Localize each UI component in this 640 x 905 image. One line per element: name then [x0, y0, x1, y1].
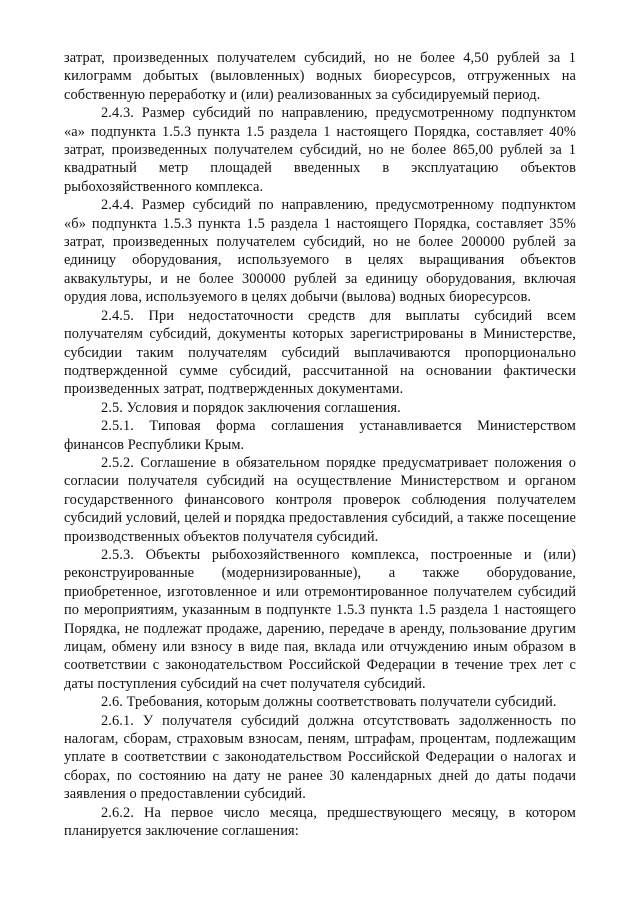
paragraph-2-4-5: 2.4.5. При недостаточности средств для выплаты субсидий всем получателям субсидий, документы которых зарегистрированы в Министерстве, субсидии таким получателям субсидий выплачиваются пропорционально подтвержденной сумме субсидий, рассчитанной на основании фактически произведенных затрат, подтвержденных документами.	[64, 307, 576, 398]
paragraph-continuation-2-4-2: затрат, произведенных получателем субсидий, но не более 4,50 рублей за 1 килограмм добытых (выловленных) водных биоресурсов, отгруженных на собственную переработку и (или) реализованных за субсидируемый период.	[64, 50, 576, 103]
paragraph-2-5-2: 2.5.2. Соглашение в обязательном порядке предусматривает положения о согласии получателя субсидий на осуществление Министерством и органом государственного финансового контроля проверок соблюдения получателем субсидий условий, целей и порядка предоставления субсидий, а также посещение производственных объектов получателя субсидий.	[64, 454, 576, 545]
paragraph-2-5: 2.5. Условия и порядок заключения соглашения.	[101, 399, 401, 416]
paragraph-2-4-4: 2.4.4. Размер субсидий по направлению, предусмотренному подпунктом «б» подпункта 1.5.3 пункта 1.5 раздела 1 настоящего Порядка, составляет 35% затрат, произведенных получателем субсидий, но не более 200000 рублей за единицу оборудования, используемого в целях выращивания объектов аквакультуры, и не более 300000 рублей за единицу оборудования, включая орудия лова, используемого в целях добычи (вылова) водных биоресурсов.	[64, 197, 576, 306]
paragraph-2-5-1: 2.5.1. Типовая форма соглашения устанавливается Министерством финансов Республики Крым.	[64, 418, 576, 453]
paragraph-2-6-1: 2.6.1. У получателя субсидий должна отсутствовать задолженность по налогам, сборам, страховым взносам, пеням, штрафам, процентам, подлежащим уплате в соответствии с законодательством Российской Федерации о налогах и сборах, по состоянию на дату не ранее 30 календарных дней до даты подачи заявления о предоставлении субсидий.	[64, 712, 576, 803]
paragraph-2-5-3: 2.5.3. Объекты рыбохозяйственного комплекса, построенные и (или) реконструированные (модернизированные), а также оборудование, приобретенное, изготовленное и или отремонтированное получателем субсидий по мероприятиям, указанным в подпункте 1.5.3 пункта 1.5 раздела 1 настоящего Порядка, не подлежат продаже, дарению, передаче в аренду, пользование другим лицам, обмену или взносу в виде пая, вклада или отчуждению иным образом в соответствии с законодательством Российской Федерации в течение трех лет с даты поступления субсидий на счет получателя субсидий.	[64, 546, 576, 692]
paragraph-2-6: 2.6. Требования, которым должны соответствовать получатели субсидий.	[101, 694, 557, 711]
paragraph-2-4-3: 2.4.3. Размер субсидий по направлению, предусмотренному подпунктом «а» подпункта 1.5.3 пункта 1.5 раздела 1 настоящего Порядка, составляет 40% затрат, произведенных получателем субсидий, но не более 865,00 рублей за 1 квадратный метр площадей введенных в эксплуатацию объектов рыбохозяйственного комплекса.	[64, 105, 576, 195]
paragraph-2-6-2: 2.6.2. На первое число месяца, предшествующего месяцу, в котором планируется заключение соглашения:	[64, 804, 576, 840]
